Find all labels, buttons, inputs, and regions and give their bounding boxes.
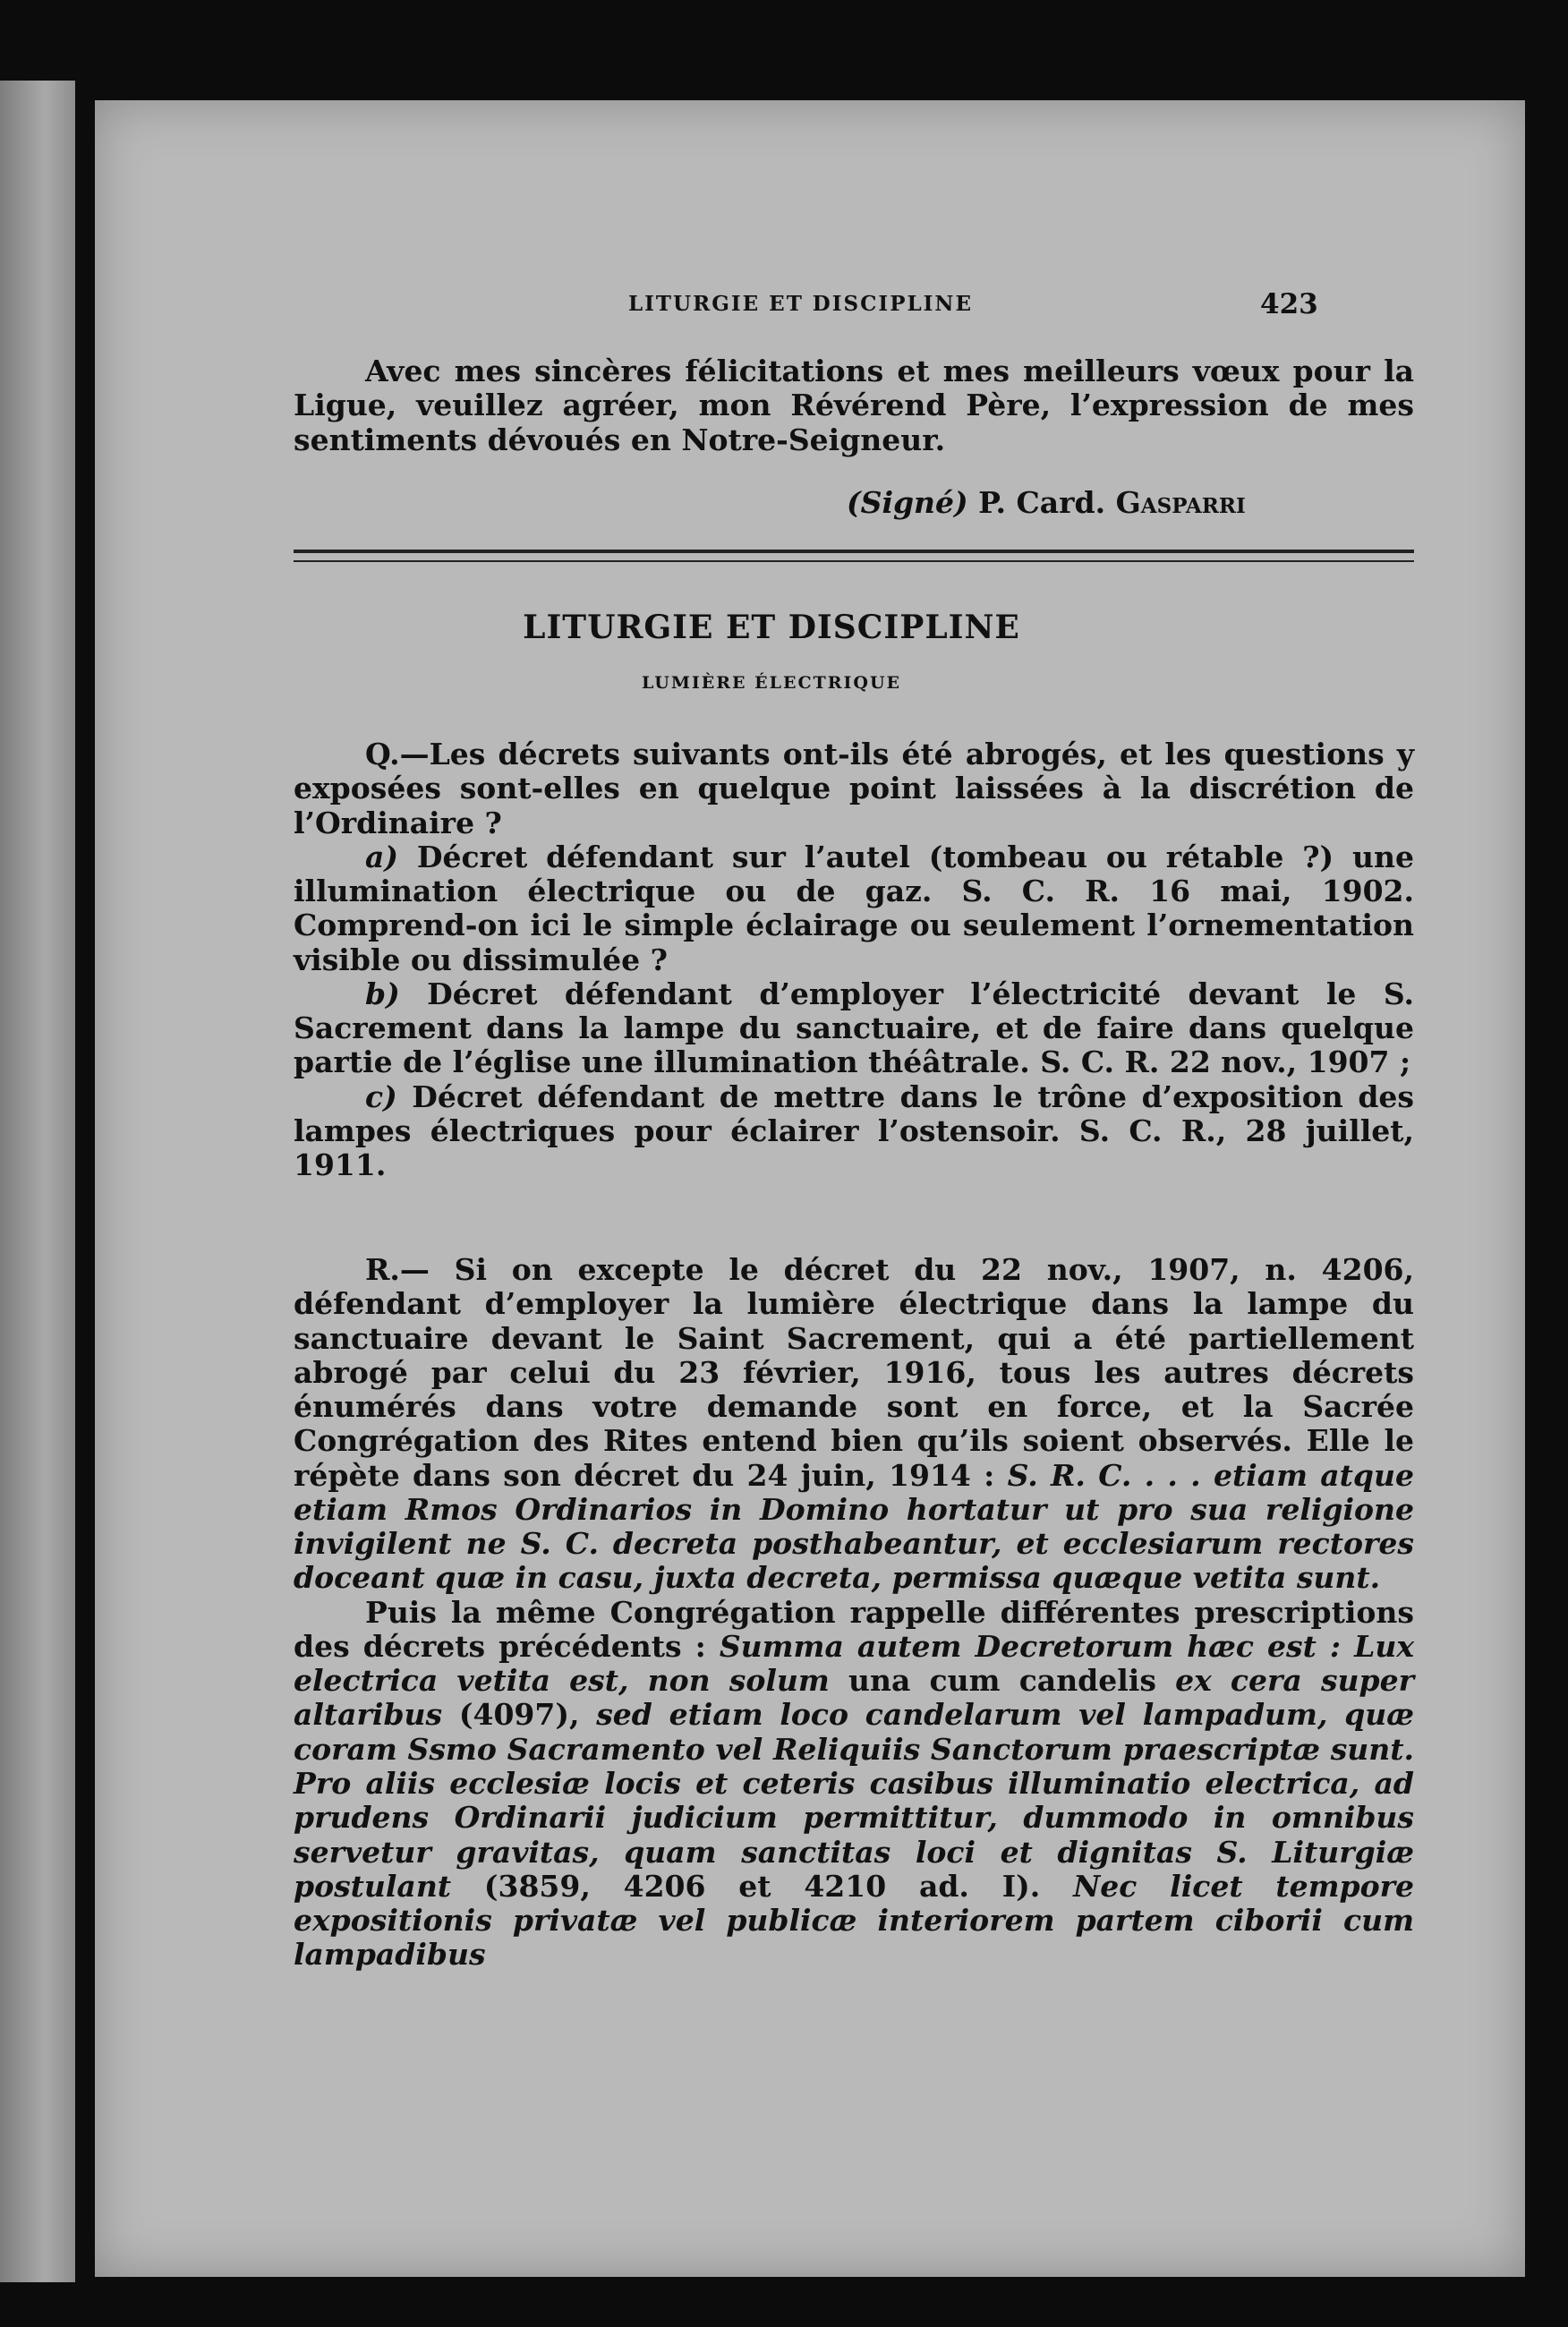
item-c-text: Décret défendant de mettre dans le trône d’exposition des lampes électriques pour éclairer l’ostensoir. S. C. R., 28 juillet, 1911. <box>294 1078 1414 1183</box>
signature-line <box>847 485 1246 520</box>
page-number: 423 <box>1260 288 1318 320</box>
item-b-text: Décret défendant d’employer l’électricité devant le S. Sacrement dans la lampe du sanctuaire, et de faire dans quelque partie de l’église une illumination théâtrale. S. C. R. 22 nov., 1907 ; <box>294 976 1414 1080</box>
answer-p2-text-3: (4097), <box>458 1697 580 1733</box>
question-intro: Q.—Les décrets suivants ont-ils été abrogés, et les questions y exposées sont-elles en quelque point laissées à la discrétion de l’Ordinaire ? <box>294 737 1414 840</box>
answer-paragraph-2 <box>294 1596 1414 1973</box>
running-head <box>95 288 1525 324</box>
signer-title: P. Card. <box>978 485 1106 520</box>
answer-p2-latin-1: Summa autem Decretorum hæc est : Lux electrica vetita est, non solum <box>294 1628 1414 1699</box>
section-divider-thick <box>294 550 1414 553</box>
question-item-b <box>294 977 1414 1080</box>
answer-paragraph-1 <box>294 1253 1414 1596</box>
facing-page-edge <box>0 81 75 2282</box>
signer-name: Gasparri <box>1115 485 1246 520</box>
closing-paragraph: Avec mes sincères félicitations et mes meilleurs vœux pour la Ligue, veuillez agréer, mon Révérend Père, l’expression de mes sentiments dévoués en Notre-Seigneur. <box>294 354 1414 457</box>
item-b-label: b) <box>365 976 400 1011</box>
answer-p2-text-2: una cum candelis <box>848 1663 1156 1699</box>
letter-closing <box>294 354 1414 457</box>
answer-p1-text: R.— Si on excepte le décret du 22 nov., 1907, n. 4206, défendant d’employer la lumière électrique dans la lampe du sanctuaire devant le Saint Sacrement, qui a été partiellement abrogé par celui du 23 février, 1916, tous les autres décrets énumérés dans votre demande sont en force, et la Sacrée Congrégation des Rites entend bien qu’ils soient observés. Elle le répète dans son décret du 24 juin, 1914 : <box>294 1252 1414 1493</box>
signed-label: (Signé) <box>847 485 968 520</box>
section-title: LITURGIE ET DISCIPLINE <box>523 609 1020 646</box>
answer-p2-text: Puis la même Congrégation rappelle différentes prescriptions des décrets précédents : <box>294 1594 1414 1664</box>
answer-p2-latin-2: ex cera super altaribus <box>294 1663 1414 1733</box>
question-item-a <box>294 840 1414 977</box>
item-a-label: a) <box>365 839 398 874</box>
running-head-title: LITURGIE ET DISCIPLINE <box>628 292 973 316</box>
book-page <box>95 100 1525 2277</box>
question-item-c <box>294 1080 1414 1183</box>
answer-p1-latin: S. R. C. . . . etiam atque etiam Rmos Ordinarios in Domino hortatur ut pro sua religione invigilent ne S. C. decreta posthabeantur, et ecclesiarum rectores doceant quæ in casu, juxta decreta, permissa quæque vetita sunt. <box>294 1457 1414 1596</box>
question-block <box>294 737 1414 1182</box>
item-a-text: Décret défendant sur l’autel (tombeau ou rétable ?) une illumination électrique ou de gaz. S. C. R. 16 mai, 1902. Comprend-on ici le simple éclairage ou seulement l’ornementation visible ou dissimulée ? <box>294 839 1414 977</box>
answer-p2-latin-3: sed etiam loco candelarum vel lampadum, quæ coram Ssmo Sacramento vel Reliquiis Sanctorum praescriptæ sunt. Pro aliis ecclesiæ locis et ceteris casibus illuminatio electrica, ad prudens Ordinarii judicium permittitur, dummodo in omnibus servetur gravitas, quam sanctitas loci et dignitas S. Liturgiæ postulant <box>294 1697 1415 1904</box>
answer-p2-text-4: (3859, 4206 et 4210 ad. I). <box>483 1868 1041 1904</box>
answer-p2-latin-4: Nec licet tempore expositionis privatæ vel publicæ interiorem partem ciborii cum lampadibus <box>294 1868 1414 1973</box>
section-divider-thin <box>294 560 1414 562</box>
answer-block <box>294 1253 1414 1973</box>
section-subtitle: LUMIÈRE ÉLECTRIQUE <box>641 673 902 693</box>
item-c-label: c) <box>365 1078 397 1114</box>
